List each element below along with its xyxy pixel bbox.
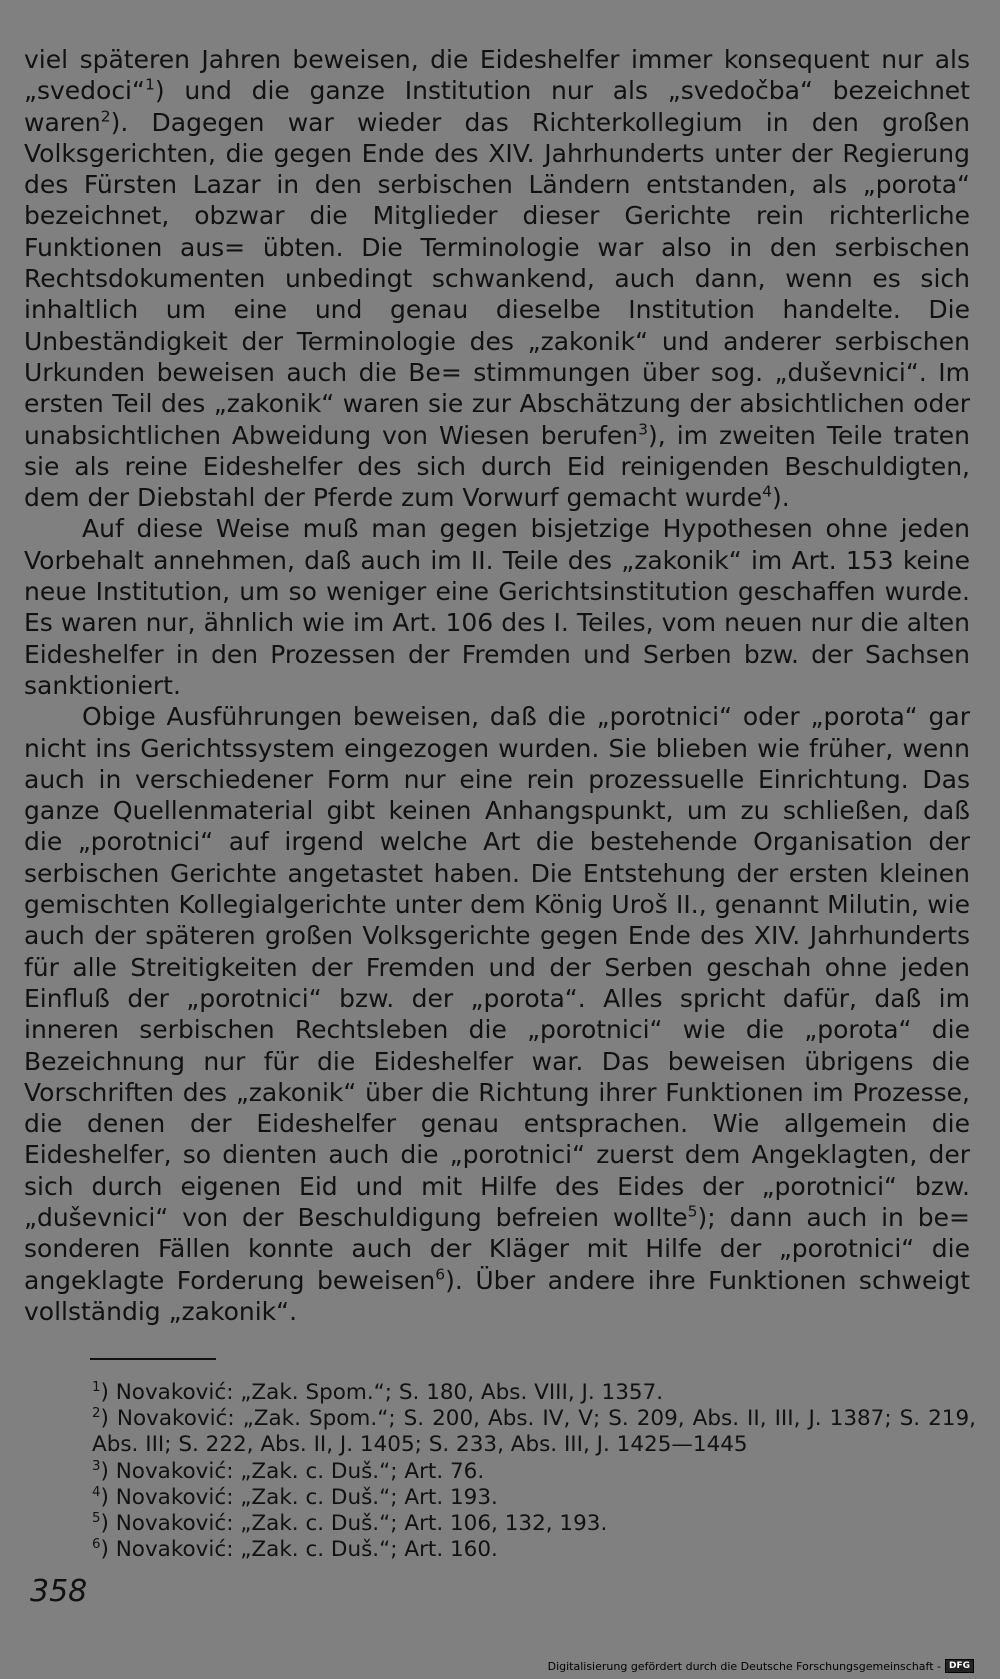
footnote-text: ) Novaković: „Zak. Spom.“; S. 180, Abs. VIII, J. 1357. bbox=[100, 1380, 664, 1405]
digitization-credit bbox=[548, 1659, 974, 1673]
footnote-ref: 4 bbox=[762, 482, 772, 501]
text-run: ); dann auch in be= sonderen Fällen konnte auch der Kläger mit Hilfe der „porotnici“ die angeklagte Forderung beweisen bbox=[24, 1202, 970, 1295]
body-text bbox=[24, 44, 970, 1327]
footnote-mark: 1 bbox=[92, 1379, 101, 1395]
text-run: ). Über andere ihre Funktionen schweigt vollständig „zakonik“. bbox=[24, 1265, 970, 1326]
footnote-text: ) Novaković: „Zak. c. Duš.“; Art. 76. bbox=[100, 1458, 485, 1484]
footnote bbox=[30, 1406, 976, 1458]
text-run: ). Dagegen war wieder das Richterkollegium in den großen Volksgerichten, die gegen Ende des XIV. Jahrhunderts unter der Regierung des Fürsten Lazar in den serbischen Ländern entstanden, als „porota“ bezeichnet, obzwar die Mitglieder dieser Gerichte rein richterliche Funktionen aus= übten. Die Terminologie war also in den serbischen Rechtsdokumenten unbedingt schwankend, auch dann, wenn es sich inhaltlich um eine und genau dieselbe Institution handelte. Die Unbeständigkeit der Terminologie des „zakonik“ und anderer serbischen Urkunden beweisen auch die Be= stimmungen über sog. „duševnici“. Im ersten Teil des „zakonik“ waren sie zur Abschätzung der absichtlichen oder unabsichtlichen Abweidung von Wiesen berufen bbox=[24, 107, 970, 450]
footnote-text: ) Novaković: „Zak. c. Duš.“; Art. 160. bbox=[100, 1537, 498, 1563]
footnote-ref: 5 bbox=[687, 1202, 698, 1221]
footnotes bbox=[30, 1380, 976, 1563]
footnote-mark: 5 bbox=[92, 1510, 101, 1526]
footnote bbox=[30, 1537, 976, 1563]
footnote-text: ) Novaković: „Zak. c. Duš.“; Art. 106, 132, 193. bbox=[100, 1511, 608, 1537]
footnote-separator bbox=[90, 1358, 216, 1360]
text-run: viel späteren Jahren beweisen, die Eideshelfer immer konsequent nur als „svedoci“ bbox=[24, 45, 970, 106]
footnote-ref: 6 bbox=[435, 1265, 446, 1284]
paragraph-1 bbox=[24, 44, 970, 513]
text-run: ). bbox=[771, 483, 790, 513]
paragraph-2 bbox=[24, 513, 970, 701]
footnote bbox=[30, 1459, 976, 1485]
footnote-mark: 6 bbox=[92, 1537, 101, 1553]
footnote-mark: 3 bbox=[92, 1458, 101, 1474]
footnote-ref: 1 bbox=[144, 75, 155, 94]
footnote-mark: 4 bbox=[92, 1484, 101, 1500]
footnote-ref: 3 bbox=[638, 420, 649, 439]
footnote-text: ) Novaković: „Zak. c. Duš.“; Art. 193. bbox=[100, 1484, 498, 1510]
text-run: Obige Ausführungen beweisen, daß die „porotnici“ oder „porota“ gar nicht ins Gerichtssystem eingezogen wurden. Sie blieben wie früher, wenn auch in verschiedener Form nur eine rein prozessuelle Einrichtung. Das ganze Quellenmaterial gibt keinen Anhangspunkt, um zu schließen, daß die „porotnici“ auf irgend welche Art die bestehende Organisation der serbischen Gerichte angetastet haben. Die Entstehung der ersten kleinen gemischten Kollegialgerichte unter dem König Uroš II., genannt Milutin, wie auch der späteren großen Volksgerichte gegen Ende des XIV. Jahrhunderts für alle Streitigkeiten der Fremden und der Serben geschah ohne jeden Einfluß der „porotnici“ bzw. der „porota“. Alles spricht dafür, daß im inneren serbischen Rechtsleben die „porotnici“ wie die „porota“ die Bezeichnung nur für die Eideshelfer war. Das beweisen übrigens die Vorschriften des „zakonik“ über die Richtung ihrer Funktionen im Prozesse, die denen der Eideshelfer genau entsprachen. Wie allgemein die Eideshelfer, so dienten auch die „porotnici“ zuerst dem Angeklagten, der sich durch eigenen Eid und mit Hilfe des Eides der „porotnici“ bzw. „duševnici“ von der Beschuldigung befreien wollte bbox=[24, 702, 970, 1232]
page-number: 358 bbox=[30, 1574, 88, 1609]
dfg-logo: DFG bbox=[945, 1659, 974, 1673]
credit-text: Digitalisierung gefördert durch die Deutsche Forschungsgemeinschaft - bbox=[547, 1659, 941, 1673]
text-run: Auf diese Weise muß man gegen bisjetzige Hypothesen ohne jeden Vorbehalt annehmen, daß auch im II. Teile des „zakonik“ im Art. 153 keine neue Institution, um so weniger eine Gerichtsinstitution geschaffen wurde. Es waren nur, ähnlich wie im Art. 106 des I. Teiles, vom neuen nur die alten Eideshelfer in den Prozessen der Fremden und Serben bzw. der Sachsen sanktioniert. bbox=[24, 514, 970, 700]
footnote-ref: 2 bbox=[100, 107, 111, 126]
footnote bbox=[30, 1511, 976, 1537]
footnote-text: ) Novaković: „Zak. Spom.“; S. 200, Abs. IV, V; S. 209, Abs. II, III, J. 1387; S. 219, Abs. III; S. 222, Abs. II, J. 1405; S. 233, Abs. III, J. 1425—1445 bbox=[92, 1406, 976, 1458]
text-run: ), im zweiten Teile traten sie als reine Eideshelfer des sich durch Eid reinigenden Beschuldigten, dem der Diebstahl der Pferde zum Vorwurf gemacht wurde bbox=[24, 420, 970, 513]
footnote bbox=[30, 1380, 976, 1406]
footnote-mark: 2 bbox=[92, 1406, 101, 1422]
footnote bbox=[30, 1485, 976, 1511]
text-run: ) und die ganze Institution nur als „svedočba“ bezeichnet waren bbox=[24, 76, 970, 137]
paragraph-3 bbox=[24, 701, 970, 1327]
